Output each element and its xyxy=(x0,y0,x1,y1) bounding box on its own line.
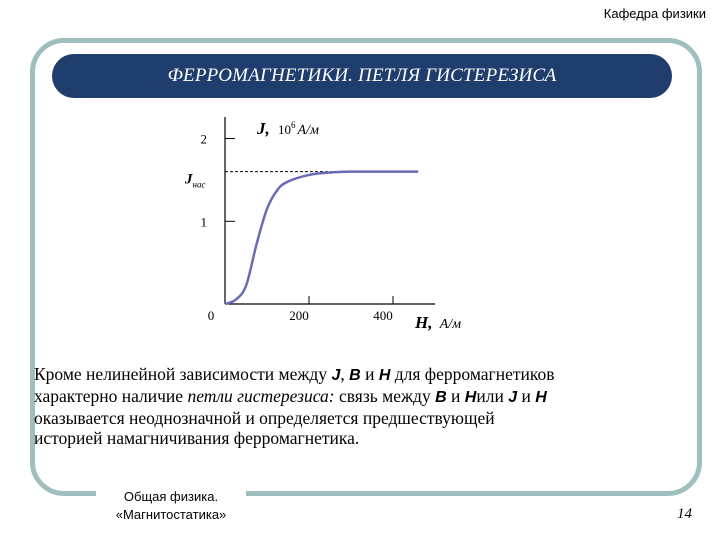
text-fragment: для ферромагнетиков xyxy=(394,364,555,384)
symbol-h: H xyxy=(535,389,547,406)
y-tick-label: 1 xyxy=(200,214,207,230)
symbol-b: B xyxy=(435,389,447,406)
slide-title: ФЕРРОМАГНЕТИКИ. ПЕТЛЯ ГИСТЕРЕЗИСА xyxy=(167,65,557,86)
saturation-symbol: J xyxy=(185,171,193,188)
magnetization-chart xyxy=(170,112,490,344)
saturation-label xyxy=(184,172,205,190)
paragraph-line-3: оказывается неоднозначной и определяется предшествующей xyxy=(34,408,495,428)
page-number: 14 xyxy=(677,506,692,522)
x-axis-symbol: H, xyxy=(415,313,433,332)
text-fragment: характерно наличие xyxy=(34,386,184,406)
x-tick-label: 400 xyxy=(373,308,393,323)
body-paragraph xyxy=(34,364,690,448)
symbol-h: H xyxy=(464,389,477,406)
y-axis-scale: 10 xyxy=(278,122,291,137)
y-axis-unit: А/м xyxy=(297,123,319,138)
paragraph-line-4: историей намагничивания ферромагнетика. xyxy=(34,428,360,448)
chart-axes xyxy=(225,117,435,304)
y-axis-label xyxy=(256,119,319,138)
term-hysteresis-loop: петли гистерезиса: xyxy=(187,386,335,406)
x-tick-label: 0 xyxy=(207,308,215,323)
symbol-j: J xyxy=(331,367,341,384)
saturation-subscript: нас xyxy=(192,179,206,190)
course-line-1: Общая физика. xyxy=(123,489,219,504)
text-fragment: и xyxy=(451,386,461,406)
symbol-b: B xyxy=(349,367,361,384)
x-axis-unit: А/м xyxy=(439,317,462,332)
y-axis-exponent: 6 xyxy=(291,120,296,130)
paragraph-line-1 xyxy=(34,364,690,386)
course-line-2: «Магнитостатика» xyxy=(115,507,227,522)
course-label xyxy=(96,488,246,524)
x-tick-label: 200 xyxy=(289,308,309,323)
magnetization-curve xyxy=(225,172,418,304)
department-label: Кафедра физики xyxy=(603,6,706,21)
text-fragment: и xyxy=(521,386,531,406)
title-banner xyxy=(52,54,672,98)
text-fragment: связь между xyxy=(339,386,431,406)
text-fragment: и xyxy=(365,364,375,384)
paragraph-line-2 xyxy=(34,386,690,408)
text-fragment: , xyxy=(340,364,345,384)
symbol-h: H xyxy=(378,367,391,384)
text-fragment: или xyxy=(476,386,504,406)
symbol-j: J xyxy=(508,389,518,406)
x-axis-label xyxy=(414,313,461,332)
y-tick-label: 2 xyxy=(200,131,207,147)
text-fragment: Кроме нелинейной зависимости между xyxy=(34,364,328,384)
y-axis-symbol: J, xyxy=(257,119,270,138)
chart-ticks xyxy=(201,132,394,323)
